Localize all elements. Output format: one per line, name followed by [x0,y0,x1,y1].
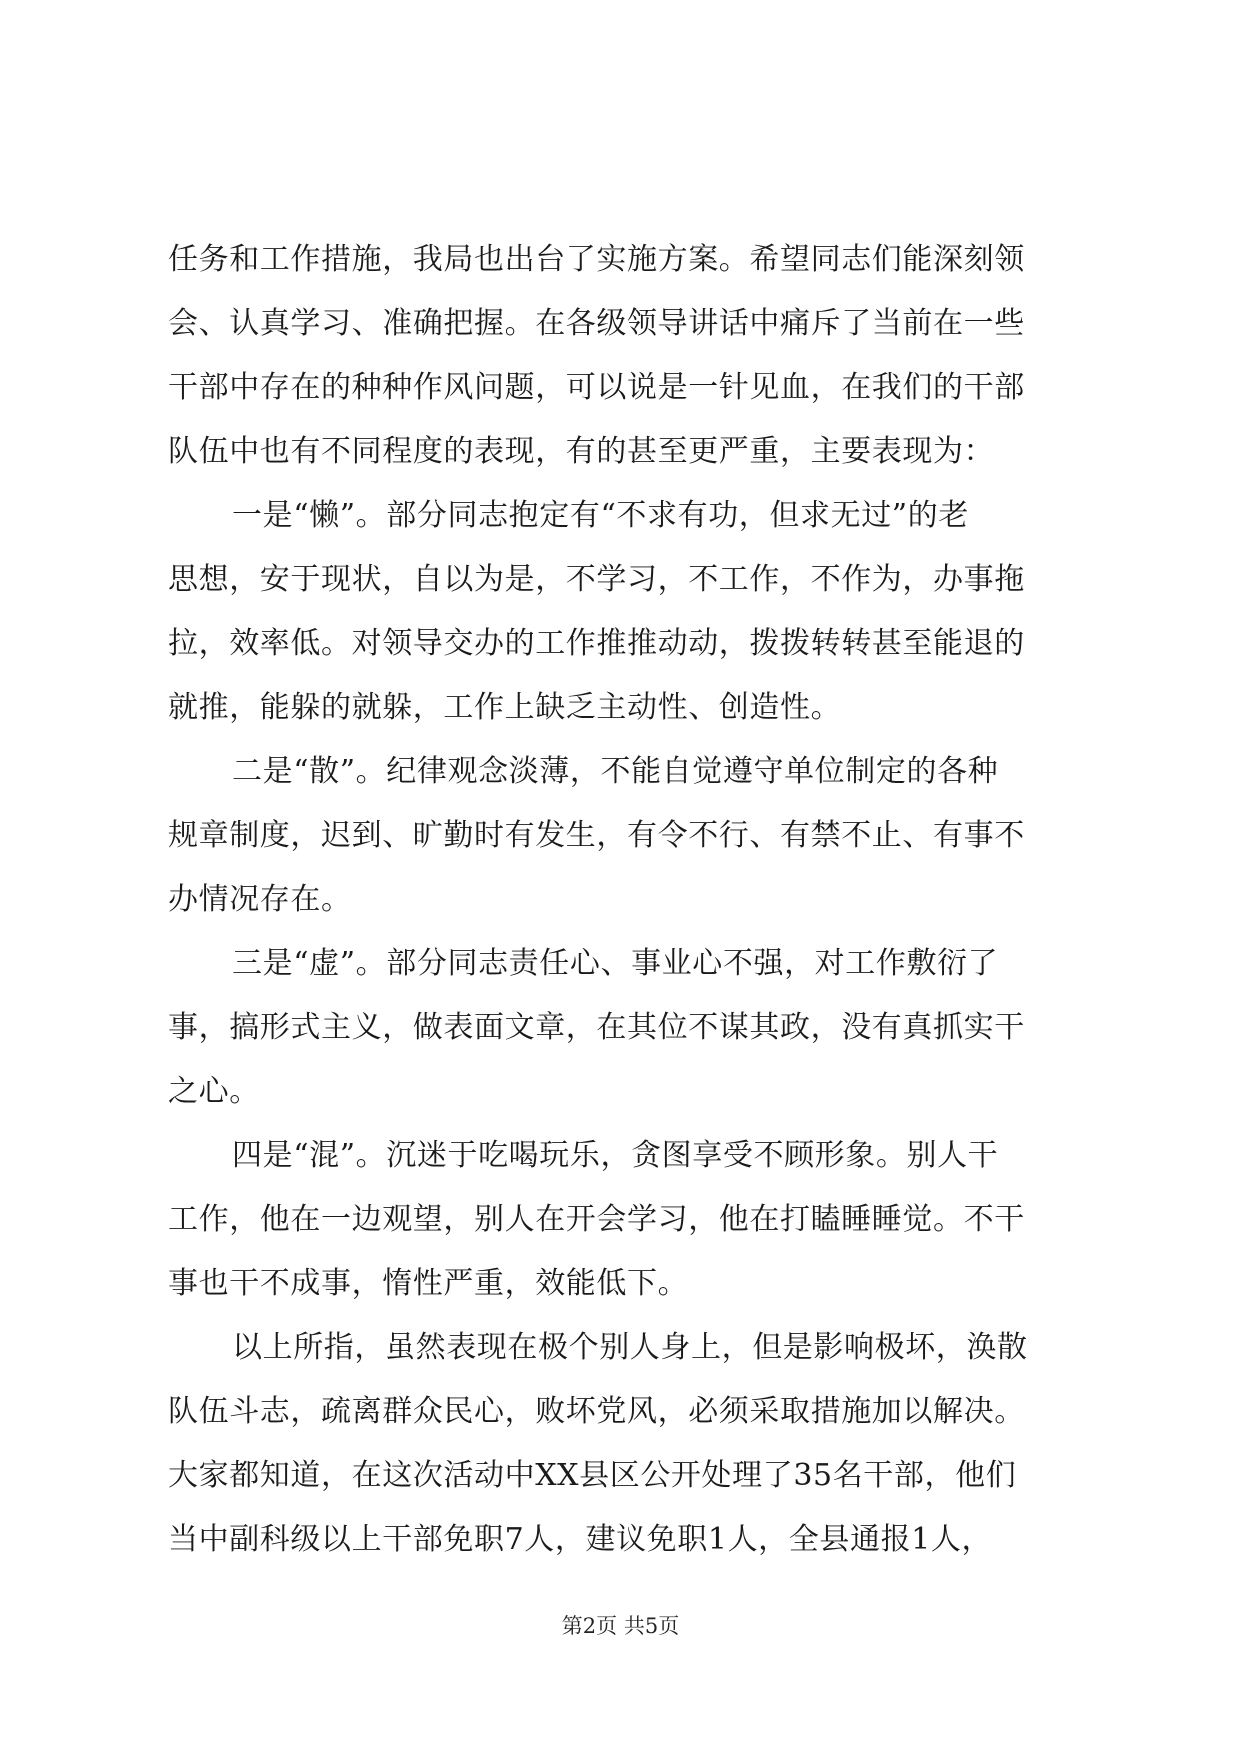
text-line: 任务和工作措施，我局也出台了实施方案。希望同志们能深刻领 [168,242,1025,277]
text-line: 一是“懒”。部分同志抱定有“不求有功，但求无过”的老 [232,498,969,533]
text-line: 以上所指，虽然表现在极个别人身上，但是影响极坏，涣散 [232,1330,1028,1365]
document-body [168,228,1088,1572]
text-line: 规章制度，迟到、旷勤时有发生，有令不行、有禁不止、有事不 [168,818,1025,853]
text-line: 队伍中也有不同程度的表现，有的甚至更严重，主要表现为： [168,434,995,469]
text-line: 拉，效率低。对领导交办的工作推推动动，拨拨转转甚至能退的 [168,626,1025,661]
text-line: 事也干不成事，惰性严重，效能低下。 [168,1266,689,1301]
text-line: 当中副科级以上干部免职7人，建议免职1人，全县通报1人， [168,1522,993,1557]
text-line: 干部中存在的种种作风问题，可以说是一针见血，在我们的干部 [168,370,1025,405]
text-line: 四是“混”。沉迷于吃喝玩乐，贪图享受不顾形象。别人干 [232,1138,999,1173]
text-line: 思想，安于现状，自以为是，不学习，不工作，不作为，办事拖 [168,562,1025,597]
text-line: 就推，能躲的就躲，工作上缺乏主动性、创造性。 [168,690,842,725]
text-line: 工作，他在一边观望，别人在开会学习，他在打瞌睡睡觉。不干 [168,1202,1025,1237]
text-line: 三是“虚”。部分同志责任心、事业心不强，对工作敷衍了 [232,946,999,981]
text-line: 办情况存在。 [168,882,352,917]
text-line: 队伍斗志，疏离群众民心，败坏党风，必须采取措施加以解决。 [168,1394,1025,1429]
text-line: 之心。 [168,1074,260,1109]
text-line: 二是“散”。纪律观念淡薄，不能自觉遵守单位制定的各种 [232,754,999,789]
text-line: 事，搞形式主义，做表面文章，在其位不谋其政，没有真抓实干 [168,1010,1025,1045]
text-line: 大家都知道，在这次活动中XX县区公开处理了35名干部，他们 [168,1458,1017,1493]
text-line: 会、认真学习、准确把握。在各级领导讲话中痛斥了当前在一些 [168,306,1025,341]
page-number-footer: 第2页 共5页 [561,1614,680,1638]
